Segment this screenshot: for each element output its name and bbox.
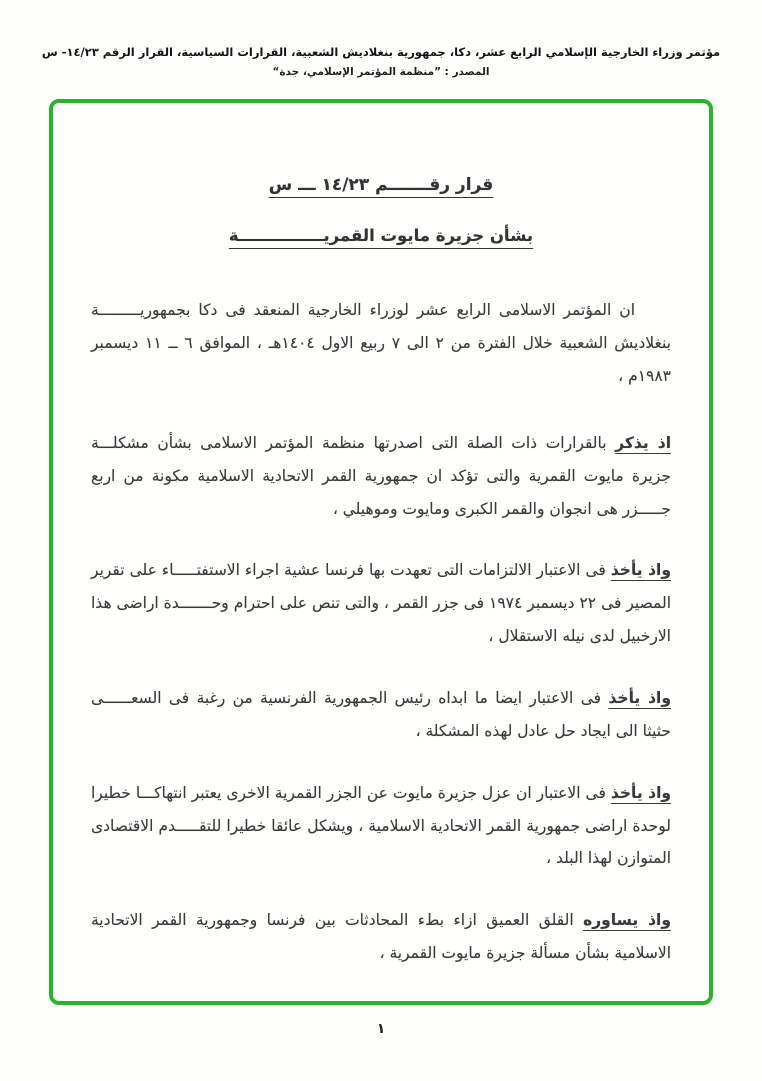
resolution-title: قرار رقـــــــم ١٤/٢٣ ـــ س: [268, 175, 494, 196]
header-source-line: المصدر : ”منظمة المؤتمر الإسلامي، جدة“: [272, 66, 490, 79]
paragraph-lead: واذ يأخذ: [608, 688, 671, 707]
title-block: [91, 167, 671, 254]
paragraph-text: فى الاعتبار ان عزل جزيرة مايوت عن الجزر القمرية الاخرى يعتبر انتهاكـــا خطيرا لوحدة اراضى جمهورية القمر الاتحادية الاسلامية ، ويشكل عائقا خطيرا للتقـــــدم الاقتصادى المتوازن لهذا البلد ،: [91, 783, 671, 868]
paragraph-lead: واذ يأخذ: [610, 561, 671, 580]
document-header: [0, 0, 762, 78]
scan-content: [91, 167, 671, 970]
paragraph-recalling: [91, 427, 671, 526]
paragraph-considering-2: [91, 682, 671, 748]
paragraph-lead: اذ يذكر: [615, 433, 672, 452]
page-number: ١: [376, 1021, 386, 1038]
paragraph-concern: [91, 904, 671, 970]
paragraph-considering-3: [91, 777, 671, 876]
paragraph-text: القلق العميق ازاء بطء المحادثات بين فرنسا وجمهورية القمر الاتحادية الاسلامية بشأن مسألة جزيرة مايوت القمرية ،: [91, 911, 671, 963]
scan-frame: [49, 99, 713, 1005]
paragraph-text: فى الاعتبار الالتزامات التى تعهدت بها فرنسا عشية اجراء الاستفتـــــاء على تقرير المصير فى ٢٢ ديسمبر ١٩٧٤ فى جزر القمر ، والتى تنص على احترام وحـــــــدة اراضى هذا الارخبيل لدى نيله الاستقلال ،: [91, 561, 671, 646]
paragraph-text: بالقرارات ذات الصلة التى اصدرتها منظمة المؤتمر الاسلامى بشأن مشكلـــة جزيرة مايوت القمرية والتى تؤكد ان جمهورية القمر الاتحادية الاسلامية مكونة من اربع جـــــزر هى انجوان والقمر الكبرى ومايوت وموهيلي ،: [91, 433, 671, 518]
paragraph-text: فى الاعتبار ايضا ما ابداه رئيس الجمهورية الفرنسية من رغبة فى السعــــــى حثيثا الى ايجاد حل عادل لهذه المشكلة ،: [91, 688, 671, 740]
resolution-subtitle: بشأن جزيرة مايوت القمريـــــــــــــــة: [228, 226, 534, 246]
paragraph-lead: واذ يأخذ: [610, 783, 672, 802]
paragraph-lead: واذ يساوره: [583, 911, 671, 930]
header-line-1: مؤتمر وزراء الخارجية الإسلامي الرابع عشر، دكا، جمهورية بنغلاديش الشعبية، القرارات السياسية، القرار الرقم ١٤/٢٣- س: [41, 45, 721, 59]
paragraph-considering-1: [91, 554, 671, 653]
paragraph-text: ان المؤتمر الاسلامى الرابع عشر لوزراء الخارجية المنعقد فى دكا بجمهوريـــــــــة بنغلاديش الشعبية خلال الفترة من ٢ الى ٧ ربيع الاول ١٤٠٤هـ ، الموافق ٦ ــ ١١ ديسمبر ١٩٨٣م ،: [91, 301, 671, 385]
paragraph-preamble: [91, 294, 671, 393]
